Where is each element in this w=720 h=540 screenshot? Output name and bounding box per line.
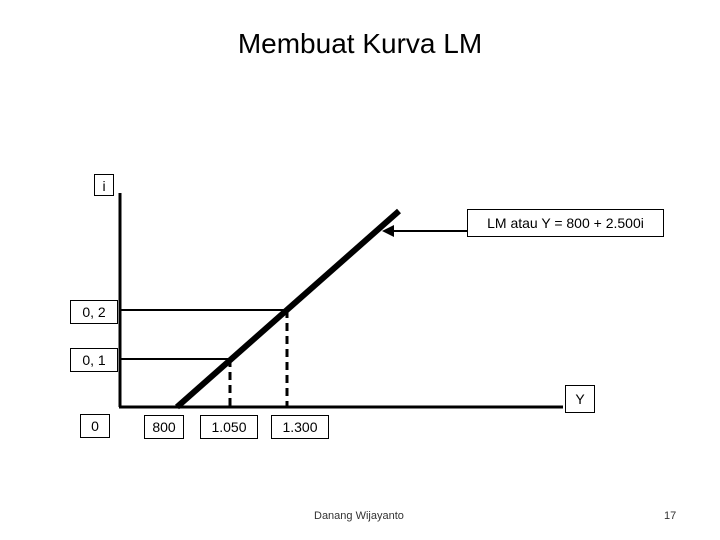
y-tick-label-0-1: 0, 1 [70, 348, 118, 372]
slide-title: Membuat Kurva LM [237, 28, 483, 59]
lm-curve-label: LM atau Y = 800 + 2.500i [467, 209, 664, 237]
x-axis-label-y: Y [565, 385, 595, 413]
y-tick-label-0-2: 0, 2 [70, 300, 118, 324]
footer-page-number: 17 [664, 510, 677, 522]
y-axis-label-i: i [94, 174, 114, 196]
origin-label: 0 [80, 414, 110, 438]
footer-author: Danang Wijayanto [314, 510, 404, 522]
x-tick-label-1050: 1.050 [200, 415, 258, 439]
x-tick-label-800: 800 [144, 415, 184, 439]
x-tick-label-1300: 1.300 [271, 415, 329, 439]
